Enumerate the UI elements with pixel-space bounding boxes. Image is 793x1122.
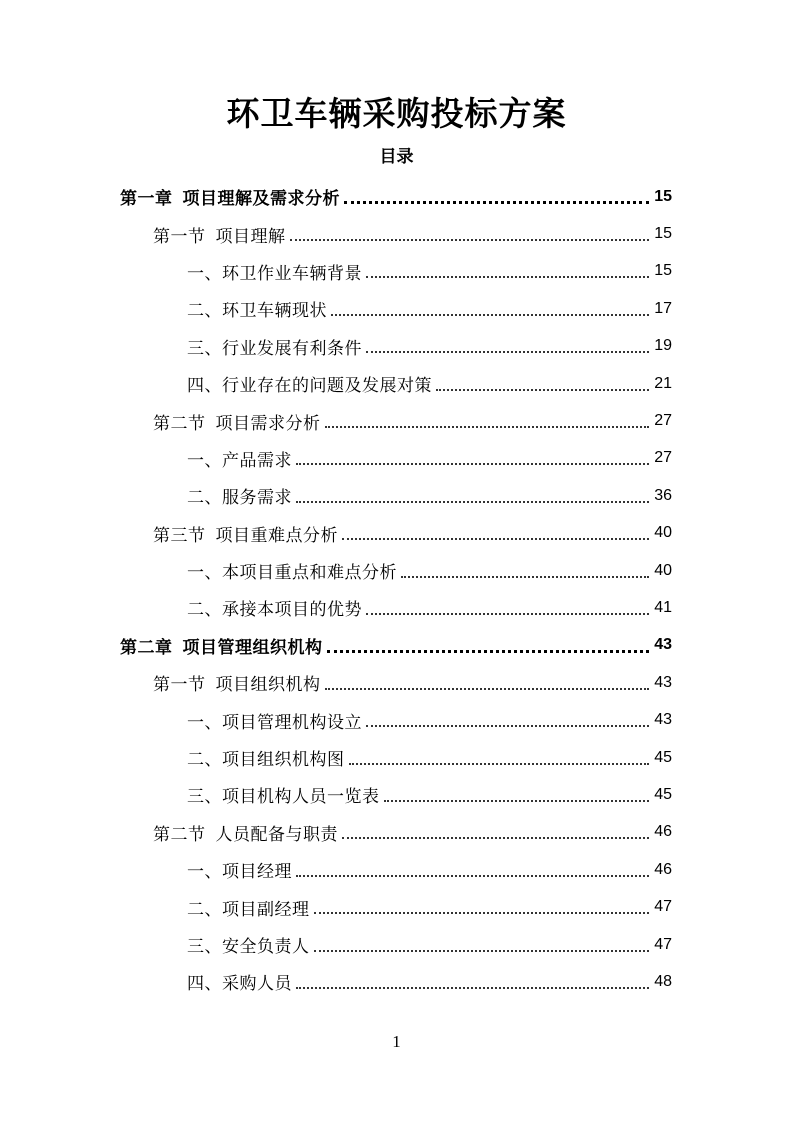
toc-entry-label [153, 222, 286, 247]
toc-entry-text: 二、环卫车辆现状 [187, 301, 327, 322]
dot-leader [314, 912, 650, 914]
toc-page-number: 40 [654, 524, 672, 542]
toc-page-number: 41 [654, 598, 672, 616]
toc-subsection-entry[interactable] [0, 851, 793, 888]
dot-leader [296, 875, 649, 877]
page-number: 1 [392, 1032, 401, 1051]
toc-entry-label [153, 670, 321, 695]
toc-entry-text: 二、承接本项目的优势 [187, 600, 362, 621]
toc-subsection-entry[interactable] [0, 440, 793, 477]
dot-leader [366, 276, 649, 278]
dot-leader [296, 463, 649, 465]
toc-entry-text: 人员配备与职责 [215, 824, 338, 845]
toc-section-entry[interactable] [0, 664, 793, 701]
toc-subsection-entry[interactable] [0, 253, 793, 290]
dot-leader [296, 501, 649, 503]
toc-entry-number: 第一节 [153, 226, 206, 247]
dot-leader [290, 239, 650, 241]
toc-entry-text: 项目需求分析 [215, 413, 321, 434]
toc-entry-label [187, 782, 380, 807]
toc-entry-text: 三、安全负责人 [187, 937, 310, 957]
toc-page-number: 46 [654, 860, 672, 878]
dot-leader [384, 800, 650, 802]
toc-chapter-entry[interactable] [0, 178, 793, 215]
toc-subsection-entry[interactable] [0, 290, 793, 327]
toc-entry-label [153, 521, 338, 546]
toc-entry-label [187, 259, 362, 284]
toc-subsection-entry[interactable] [0, 776, 793, 813]
toc-entry-label [187, 371, 432, 396]
toc-page-number: 15 [654, 187, 672, 205]
toc-entry-label [187, 446, 292, 471]
dot-leader [366, 351, 649, 353]
toc-entry-text: 四、行业存在的问题及发展对策 [187, 376, 432, 397]
toc-entry-text: 项目理解及需求分析 [182, 189, 340, 210]
toc-page-number: 46 [654, 823, 672, 841]
toc-page-number: 43 [654, 636, 672, 654]
toc-entry-label [153, 409, 321, 434]
toc-entry-number: 第三节 [153, 525, 206, 546]
toc-entry-label [187, 334, 362, 359]
toc-subsection-entry[interactable] [0, 365, 793, 402]
toc-subsection-entry[interactable] [0, 477, 793, 514]
toc-entry-number: 第一节 [153, 675, 206, 696]
toc-entry-label [187, 932, 310, 957]
dot-leader [344, 201, 649, 204]
toc-entry-text: 二、服务需求 [187, 488, 292, 509]
toc-entry-number: 第二节 [153, 824, 206, 845]
toc-section-entry[interactable] [0, 402, 793, 439]
toc-entry-label [187, 895, 310, 920]
toc-entry-text: 四、采购人员 [187, 974, 292, 995]
toc-entry-number: 第二节 [153, 413, 206, 434]
toc-page-number: 47 [654, 898, 672, 916]
toc-entry-label [120, 184, 340, 209]
toc-entry-text: 一、产品需求 [187, 450, 292, 471]
toc-entry-text: 一、项目经理 [187, 862, 292, 883]
toc-page-number: 17 [654, 299, 672, 317]
toc-subsection-entry[interactable] [0, 963, 793, 1000]
dot-leader [314, 950, 650, 952]
toc-entry-text: 项目管理组织机构 [182, 637, 323, 658]
toc-subsection-entry[interactable] [0, 552, 793, 589]
toc-entry-text: 一、项目管理机构设立 [187, 712, 362, 733]
document-title: 环卫车辆采购投标方案 [226, 94, 567, 133]
toc-page-number: 15 [654, 225, 672, 243]
toc-entry-text: 项目理解 [215, 226, 286, 247]
toc-entry-label [153, 820, 338, 845]
toc-page-number: 45 [654, 785, 672, 803]
toc-entry-text: 项目重难点分析 [215, 525, 338, 546]
toc-page-number: 19 [654, 337, 672, 355]
dot-leader [366, 613, 649, 615]
toc-entry-label [187, 745, 345, 770]
toc-entry-text: 三、项目机构人员一览表 [187, 787, 380, 808]
toc-entry-label [120, 633, 323, 658]
toc-subsection-entry[interactable] [0, 739, 793, 776]
dot-leader [366, 725, 649, 727]
toc-section-entry[interactable] [0, 215, 793, 252]
toc-entry-label [187, 857, 292, 882]
toc-entry-text: 二、项目副经理 [187, 899, 310, 920]
toc-subsection-entry[interactable] [0, 589, 793, 626]
dot-leader [401, 576, 649, 578]
dot-leader [327, 650, 650, 653]
toc-section-entry[interactable] [0, 515, 793, 552]
dot-leader [342, 837, 649, 839]
toc-subsection-entry[interactable] [0, 701, 793, 738]
dot-leader [349, 763, 650, 765]
dot-leader [325, 688, 650, 690]
toc-page-number: 47 [654, 935, 672, 953]
dot-leader [325, 426, 650, 428]
toc-entry-label [187, 708, 362, 733]
dot-leader [296, 987, 649, 989]
toc-entry-text: 二、项目组织机构图 [187, 750, 345, 771]
toc-heading: 目录 [379, 147, 414, 167]
toc-entry-label [187, 595, 362, 620]
toc-section-entry[interactable] [0, 814, 793, 851]
toc-entry-text: 一、环卫作业车辆背景 [187, 263, 362, 284]
dot-leader [342, 538, 649, 540]
toc-entry-label [187, 969, 292, 994]
dot-leader [331, 314, 649, 316]
toc-entry-text: 项目组织机构 [215, 675, 321, 696]
toc-entry-label [187, 483, 292, 508]
toc-subsection-entry[interactable] [0, 888, 793, 925]
toc-chapter-entry[interactable] [0, 627, 793, 664]
toc-entry-text: 一、本项目重点和难点分析 [187, 563, 397, 584]
toc-subsection-entry[interactable] [0, 926, 793, 963]
toc-entry-number: 第一章 [120, 189, 173, 210]
toc-page-number: 15 [654, 262, 672, 280]
toc-page-number: 45 [654, 748, 672, 766]
toc-page-number: 48 [654, 972, 672, 990]
toc-entry-number: 第二章 [120, 637, 173, 658]
toc-page-number: 27 [654, 449, 672, 467]
toc-page-number: 21 [654, 374, 672, 392]
toc-subsection-entry[interactable] [0, 328, 793, 365]
toc-page-number: 40 [654, 561, 672, 579]
toc-entry-label [187, 558, 397, 583]
toc-entry-label [187, 296, 327, 321]
dot-leader [436, 389, 649, 391]
toc-entry-text: 三、行业发展有利条件 [187, 338, 362, 359]
toc-page-number: 43 [654, 673, 672, 691]
toc-page-number: 27 [654, 412, 672, 430]
toc-page-number: 43 [654, 711, 672, 729]
toc-page-number: 36 [654, 486, 672, 504]
table-of-contents [0, 178, 793, 1001]
